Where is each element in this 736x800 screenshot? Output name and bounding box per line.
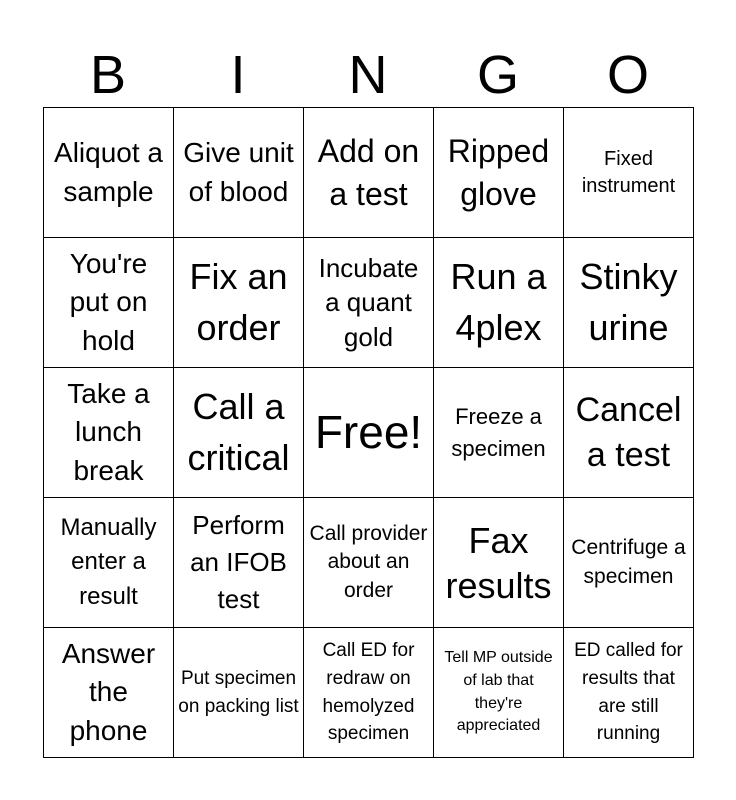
bingo-header (43, 44, 693, 106)
bingo-row (44, 238, 694, 368)
bingo-cell-text: Perform an IFOB test (190, 510, 287, 614)
bingo-cell[interactable] (564, 108, 694, 238)
bingo-cell-text: Give unit of blood (183, 136, 294, 207)
bingo-cell[interactable] (564, 498, 694, 628)
bingo-cell-text: Put specimen on packing list (178, 667, 299, 717)
bingo-cell-text: Ripped glove (447, 132, 550, 212)
header-letter-n: N (348, 45, 388, 105)
bingo-cell-text: Tell MP outside of lab that they're appreciated (444, 649, 553, 735)
bingo-row (44, 628, 694, 758)
bingo-cell-text: Stinky urine (579, 256, 678, 348)
bingo-cell-text: Add on a test (317, 132, 420, 212)
bingo-cell-text: Cancel a test (575, 391, 682, 474)
bingo-cell-text: Freeze a specimen (451, 403, 546, 461)
bingo-cell[interactable] (304, 238, 434, 368)
bingo-cell-text: Centrifuge a specimen (571, 535, 686, 588)
bingo-cell[interactable] (174, 498, 304, 628)
bingo-cell-text: Aliquot a sample (54, 136, 163, 207)
bingo-cell[interactable] (304, 628, 434, 758)
bingo-cell[interactable] (434, 628, 564, 758)
bingo-cell[interactable] (434, 108, 564, 238)
bingo-cell[interactable] (304, 108, 434, 238)
header-letter-i: I (230, 45, 246, 105)
bingo-cell-text: You're put on hold (69, 247, 148, 356)
bingo-grid (43, 107, 694, 758)
bingo-cell[interactable] (434, 238, 564, 368)
header-letter-o: O (606, 45, 649, 105)
bingo-cell-text: Call provider about an order (309, 521, 428, 602)
bingo-cell[interactable] (564, 238, 694, 368)
bingo-cell-text: Incubate a quant gold (318, 252, 419, 352)
bingo-cell[interactable] (44, 238, 174, 368)
bingo-cell[interactable] (44, 368, 174, 498)
bingo-cell[interactable] (564, 628, 694, 758)
bingo-cell-text: Fixed instrument (581, 147, 676, 197)
bingo-cell-text: Fax results (445, 519, 552, 606)
bingo-cell[interactable] (434, 498, 564, 628)
bingo-cell[interactable] (44, 498, 174, 628)
bingo-cell[interactable] (564, 368, 694, 498)
bingo-cell-text: Call a critical (187, 386, 290, 478)
bingo-cell-text: Run a 4plex (450, 256, 547, 348)
bingo-cell[interactable] (44, 628, 174, 758)
bingo-row (44, 498, 694, 628)
bingo-cell[interactable] (174, 628, 304, 758)
bingo-cell-text: Take a lunch break (67, 377, 150, 486)
bingo-cell[interactable] (44, 108, 174, 238)
bingo-cell[interactable] (174, 368, 304, 498)
bingo-cell-text: Manually enter a result (60, 514, 157, 610)
header-letter-b: B (89, 45, 127, 105)
bingo-cell-text: Call ED for redraw on hemolyzed specimen (322, 640, 415, 745)
bingo-cell[interactable] (174, 238, 304, 368)
bingo-cell[interactable] (174, 108, 304, 238)
bingo-cell-text: ED called for results that are still running (574, 640, 683, 745)
bingo-cell-text: Fix an order (189, 256, 288, 348)
free-space-cell[interactable] (304, 368, 434, 498)
header-letter-g: G (476, 45, 519, 105)
bingo-cell-text: Free! (314, 405, 423, 458)
bingo-row (44, 108, 694, 238)
bingo-cell[interactable] (434, 368, 564, 498)
bingo-cell[interactable] (304, 498, 434, 628)
bingo-row (44, 368, 694, 498)
bingo-cell-text: Answer the phone (61, 637, 156, 746)
